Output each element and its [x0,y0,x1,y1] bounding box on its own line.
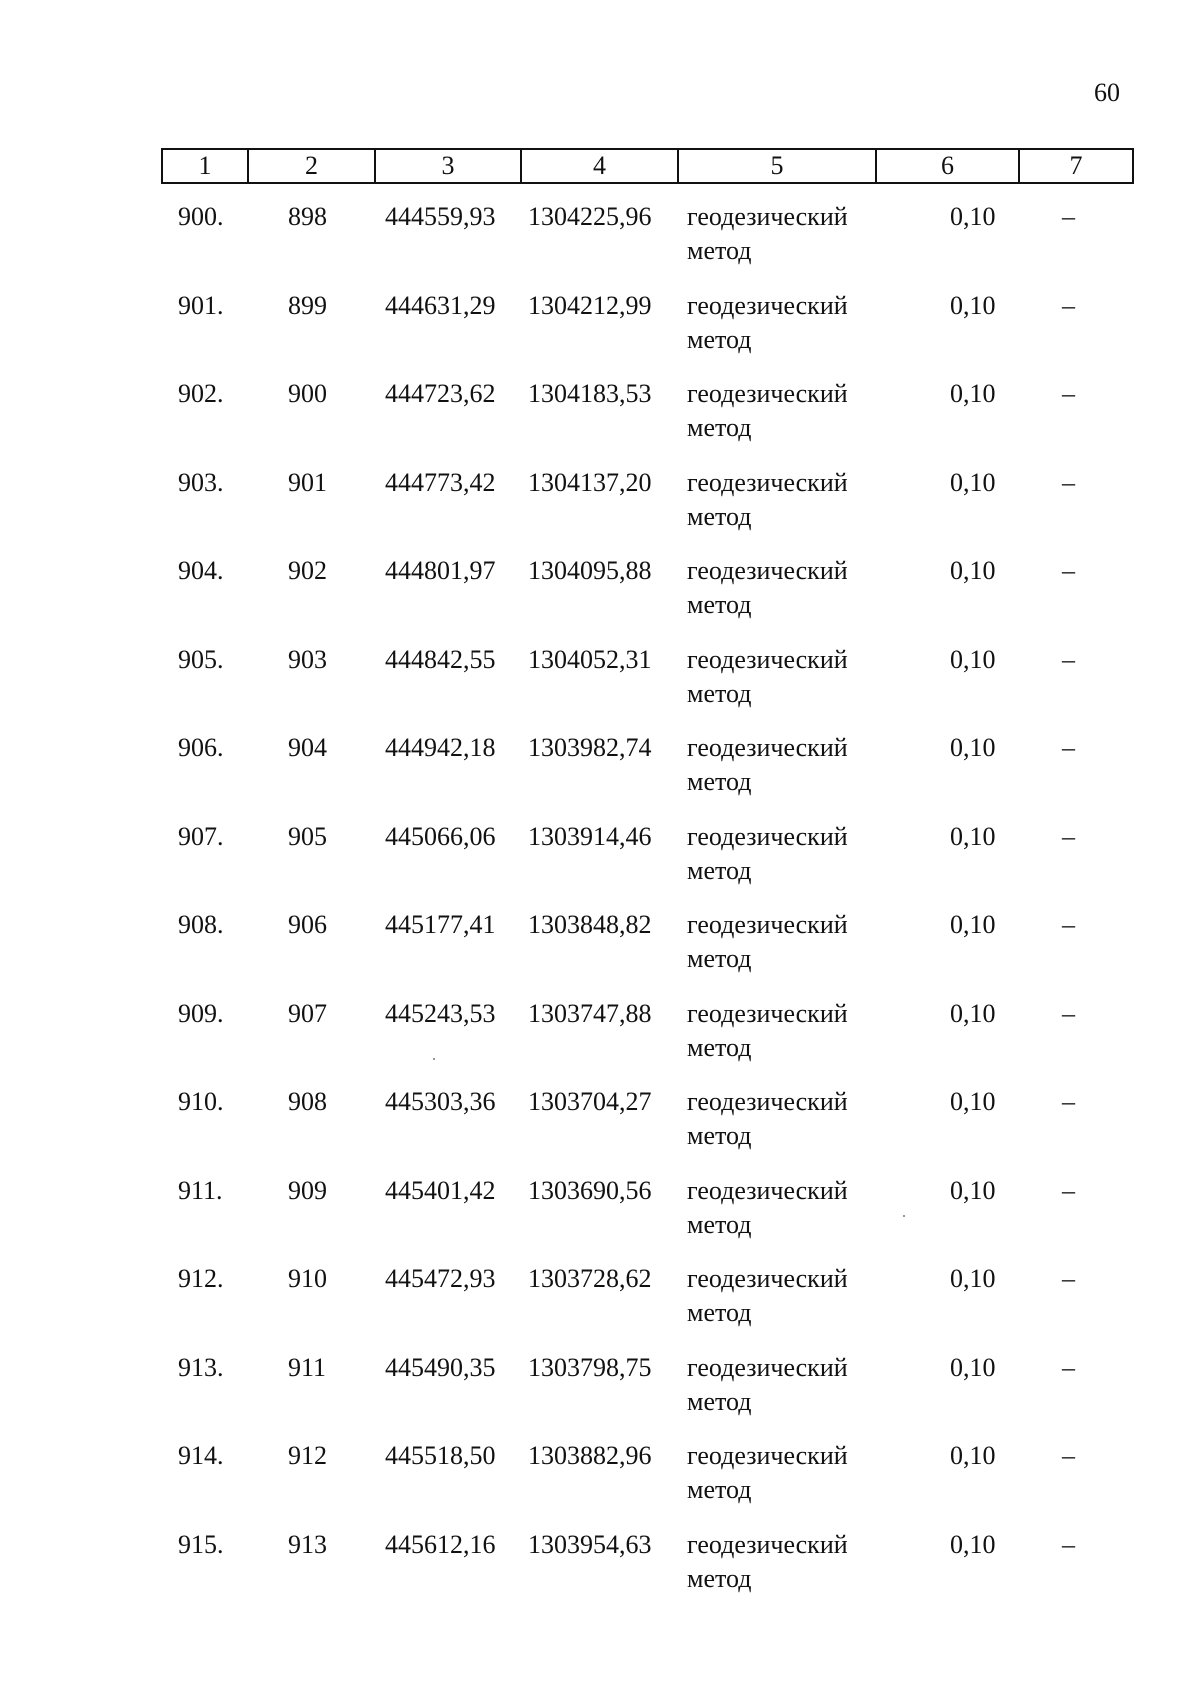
accuracy-cell: 0,10 [950,1175,996,1205]
table-row [0,1262,1200,1351]
method-line-2: метод [687,236,752,265]
table-row [0,1351,1200,1440]
method-line-2: метод [687,767,752,796]
row-number-cell: 912. [178,1264,224,1293]
point-number-cell: 901 [288,467,327,497]
table-row [0,820,1200,909]
method-line-1: геодезический [687,379,848,408]
row-number-cell: 901. [178,290,224,320]
note-cell: – [1062,556,1075,585]
x-coordinate-cell: 444773,42 [385,467,496,497]
method-line-1: геодезический [687,1352,848,1382]
x-coordinate-cell: 444842,55 [385,644,496,674]
method-line-1: геодезический [687,644,848,674]
point-number-cell: 911 [288,1352,327,1382]
row-number-cell: 903. [178,467,224,497]
table-row [0,731,1200,820]
x-coordinate-cell: 445518,50 [385,1441,496,1470]
row-number-cell: 915. [178,1529,224,1559]
y-coordinate-cell: 1303914,46 [528,821,652,851]
y-coordinate-cell: 1303954,63 [528,1529,652,1559]
table-body [0,200,1200,1616]
table-row [0,466,1200,555]
y-coordinate-cell: 1304052,31 [528,644,652,674]
method-cell [687,289,877,357]
method-line-1: геодезический [687,998,848,1028]
row-number-cell: 902. [178,379,224,408]
row-number-cell: 904. [178,556,224,585]
note-cell: – [1062,998,1075,1028]
method-cell [687,200,877,268]
y-coordinate-cell: 1303848,82 [528,910,652,939]
table-row [0,1174,1200,1263]
column-header-2: 2 [248,149,375,183]
row-number-cell: 905. [178,644,224,674]
method-cell [687,1085,877,1153]
method-cell [687,1351,877,1419]
note-cell: – [1062,1529,1075,1559]
point-number-cell: 912 [288,1441,327,1470]
point-number-cell: 900 [288,379,327,408]
table-row [0,1528,1200,1617]
note-cell: – [1062,733,1075,762]
accuracy-cell: 0,10 [950,1087,996,1116]
row-number-cell: 913. [178,1352,224,1382]
method-line-2: метод [687,678,752,708]
method-cell [687,731,877,799]
table-row [0,377,1200,466]
method-line-1: геодезический [687,290,848,320]
method-line-1: геодезический [687,467,848,497]
accuracy-cell: 0,10 [950,1529,996,1559]
method-cell [687,908,877,976]
point-number-cell: 910 [288,1264,327,1293]
point-number-cell: 909 [288,1175,327,1205]
method-line-2: метод [687,501,752,531]
point-number-cell: 913 [288,1529,327,1559]
y-coordinate-cell: 1304183,53 [528,379,652,408]
column-header-row [162,149,1133,183]
row-number-cell: 910. [178,1087,224,1116]
page-number: 60 [1094,78,1120,107]
method-line-2: метод [687,324,752,354]
y-coordinate-cell: 1303982,74 [528,733,652,762]
x-coordinate-cell: 444723,62 [385,379,496,408]
row-number-cell: 908. [178,910,224,939]
method-line-1: геодезический [687,1441,848,1470]
accuracy-cell: 0,10 [950,733,996,762]
method-line-2: метод [687,1298,752,1327]
note-cell: – [1062,202,1075,231]
method-cell [687,1439,877,1507]
x-coordinate-cell: 445401,42 [385,1175,496,1205]
note-cell: – [1062,290,1075,320]
y-coordinate-cell: 1303690,56 [528,1175,652,1205]
accuracy-cell: 0,10 [950,202,996,231]
row-number-cell: 900. [178,202,224,231]
accuracy-cell: 0,10 [950,998,996,1028]
method-line-1: геодезический [687,1264,848,1293]
accuracy-cell: 0,10 [950,556,996,585]
x-coordinate-cell: 445243,53 [385,998,496,1028]
accuracy-cell: 0,10 [950,290,996,320]
x-coordinate-cell: 445472,93 [385,1264,496,1293]
method-line-1: геодезический [687,733,848,762]
point-number-cell: 898 [288,202,327,231]
note-cell: – [1062,1441,1075,1470]
method-line-1: геодезический [687,821,848,851]
column-header-6: 6 [876,149,1019,183]
note-cell: – [1062,379,1075,408]
accuracy-cell: 0,10 [950,1352,996,1382]
accuracy-cell: 0,10 [950,821,996,851]
note-cell: – [1062,821,1075,851]
method-cell [687,466,877,534]
method-line-2: метод [687,413,752,442]
y-coordinate-cell: 1304212,99 [528,290,652,320]
column-header-3: 3 [375,149,521,183]
table-row [0,1085,1200,1174]
scan-speck [433,1058,435,1060]
column-header-table [161,148,1134,184]
accuracy-cell: 0,10 [950,910,996,939]
point-number-cell: 903 [288,644,327,674]
method-cell [687,997,877,1065]
point-number-cell: 902 [288,556,327,585]
accuracy-cell: 0,10 [950,467,996,497]
note-cell: – [1062,1087,1075,1116]
method-line-2: метод [687,1475,752,1504]
x-coordinate-cell: 445177,41 [385,910,496,939]
method-cell [687,820,877,888]
method-cell [687,643,877,711]
method-line-1: геодезический [687,1529,848,1559]
x-coordinate-cell: 444801,97 [385,556,496,585]
note-cell: – [1062,644,1075,674]
y-coordinate-cell: 1303798,75 [528,1352,652,1382]
method-cell [687,1262,877,1330]
x-coordinate-cell: 445612,16 [385,1529,496,1559]
y-coordinate-cell: 1304137,20 [528,467,652,497]
note-cell: – [1062,467,1075,497]
x-coordinate-cell: 444559,93 [385,202,496,231]
method-line-2: метод [687,1121,752,1150]
table-row [0,554,1200,643]
accuracy-cell: 0,10 [950,1264,996,1293]
method-line-2: метод [687,590,752,619]
method-line-2: метод [687,1386,752,1416]
point-number-cell: 905 [288,821,327,851]
y-coordinate-cell: 1303728,62 [528,1264,652,1293]
method-cell [687,377,877,445]
y-coordinate-cell: 1303704,27 [528,1087,652,1116]
column-header-5: 5 [678,149,876,183]
note-cell: – [1062,1175,1075,1205]
method-line-1: геодезический [687,556,848,585]
x-coordinate-cell: 445490,35 [385,1352,496,1382]
x-coordinate-cell: 444942,18 [385,733,496,762]
method-line-2: метод [687,944,752,973]
accuracy-cell: 0,10 [950,644,996,674]
method-line-1: геодезический [687,1175,848,1205]
method-line-2: метод [687,1563,752,1593]
row-number-cell: 906. [178,733,224,762]
point-number-cell: 906 [288,910,327,939]
note-cell: – [1062,910,1075,939]
table-row [0,289,1200,378]
method-cell [687,1174,877,1242]
row-number-cell: 911. [178,1175,223,1205]
table-row [0,200,1200,289]
x-coordinate-cell: 445303,36 [385,1087,496,1116]
point-number-cell: 904 [288,733,327,762]
accuracy-cell: 0,10 [950,379,996,408]
y-coordinate-cell: 1304225,96 [528,202,652,231]
method-line-1: геодезический [687,1087,848,1116]
y-coordinate-cell: 1303882,96 [528,1441,652,1470]
method-line-1: геодезический [687,910,848,939]
point-number-cell: 907 [288,998,327,1028]
method-cell [687,554,877,622]
y-coordinate-cell: 1303747,88 [528,998,652,1028]
table-row [0,643,1200,732]
column-header-7: 7 [1019,149,1133,183]
x-coordinate-cell: 444631,29 [385,290,496,320]
point-number-cell: 908 [288,1087,327,1116]
point-number-cell: 899 [288,290,327,320]
column-header-1: 1 [162,149,248,183]
table-row [0,997,1200,1086]
row-number-cell: 909. [178,998,224,1028]
row-number-cell: 907. [178,821,224,851]
row-number-cell: 914. [178,1441,224,1470]
table-row [0,908,1200,997]
method-line-2: метод [687,855,752,885]
x-coordinate-cell: 445066,06 [385,821,496,851]
method-line-1: геодезический [687,202,848,231]
accuracy-cell: 0,10 [950,1441,996,1470]
method-line-2: метод [687,1209,752,1239]
scan-speck [903,1215,905,1217]
table-row [0,1439,1200,1528]
note-cell: – [1062,1264,1075,1293]
method-cell [687,1528,877,1596]
method-line-2: метод [687,1032,752,1062]
note-cell: – [1062,1352,1075,1382]
y-coordinate-cell: 1304095,88 [528,556,652,585]
column-header-4: 4 [521,149,678,183]
